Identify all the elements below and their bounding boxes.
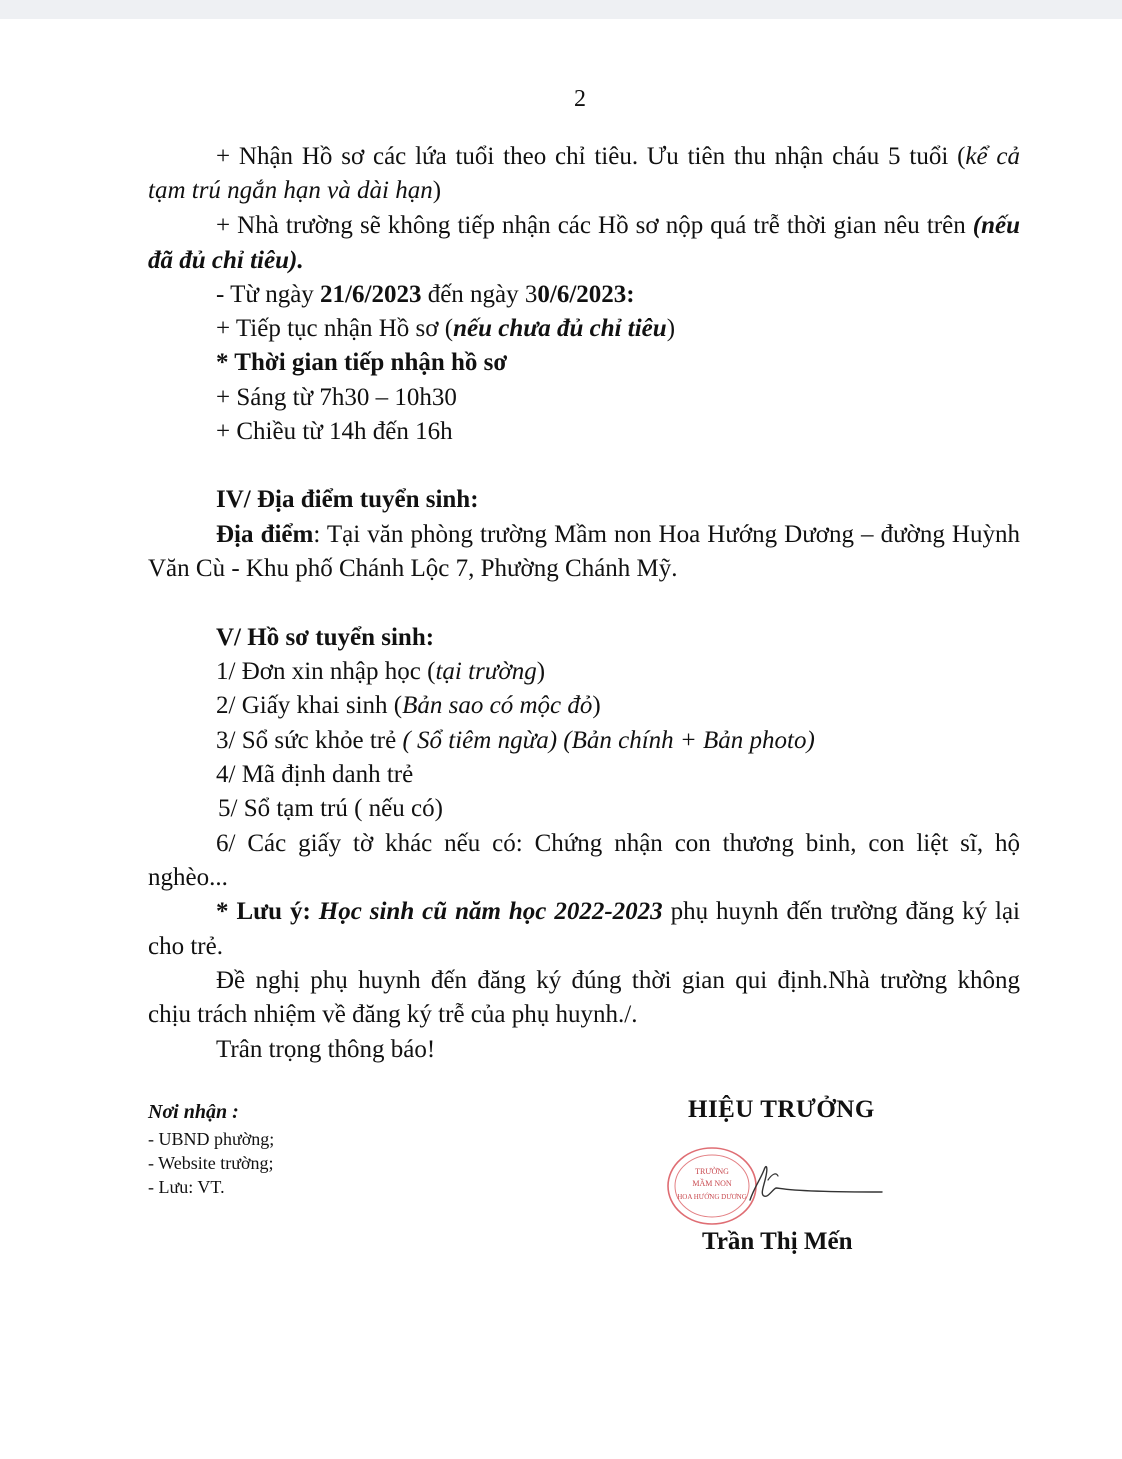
note-line-2: cho trẻ. — [148, 933, 223, 960]
morning-time: + Sáng từ 7h30 – 10h30 — [216, 384, 457, 411]
request-line-2: chịu trách nhiệm về đăng ký trễ của phụ huynh./. — [148, 1001, 638, 1028]
doc-item-3: 3/ Sổ sức khỏe trẻ ( Sổ tiêm ngừa) (Bản chính + Bản photo) — [216, 727, 815, 754]
signer-title: HIỆU TRƯỞNG — [688, 1096, 875, 1123]
recipient-item: - UBND phường; — [148, 1129, 275, 1149]
request-line-1: Đề nghị phụ huynh đến đăng ký đúng thời gian qui định.Nhà trường không — [216, 967, 1020, 994]
top-bar — [0, 0, 1122, 19]
doc-item-1: 1/ Đơn xin nhập học (tại trường) — [216, 658, 546, 685]
stamp-line-2: MẦM NON — [692, 1179, 732, 1188]
text-line-2: tạm trú ngắn hạn và dài hạn) — [148, 177, 442, 204]
stamp-line-1: TRƯỜNG — [695, 1167, 729, 1176]
handwritten-signature — [742, 1158, 892, 1208]
continue-line: + Tiếp tục nhận Hồ sơ (nếu chưa đủ chỉ tiêu) — [216, 315, 676, 342]
section4-heading: IV/ Địa điểm tuyển sinh: — [216, 486, 479, 513]
signer-name: Trần Thị Mến — [702, 1228, 853, 1255]
doc-item-6-line-2: nghèo... — [148, 864, 228, 891]
location-line-1: Địa điểm: Tại văn phòng trường Mầm non Hoa Hướng Dương – đường Huỳnh — [216, 521, 1020, 548]
doc-item-2: 2/ Giấy khai sinh (Bản sao có mộc đỏ) — [216, 692, 601, 719]
closing-line: Trân trọng thông báo! — [216, 1036, 436, 1063]
afternoon-time: + Chiều từ 14h đến 16h — [216, 418, 453, 445]
text-line-3: + Nhà trường sẽ không tiếp nhận các Hồ sơ nộp quá trễ thời gian nêu trên (nếu — [216, 212, 1020, 239]
section5-heading: V/ Hồ sơ tuyển sinh: — [216, 624, 435, 651]
date-range-line: - Từ ngày 21/6/2023 đến ngày 30/6/2023: — [216, 281, 635, 308]
recipients-title: Nơi nhận : — [148, 1101, 239, 1123]
recipient-item: - Lưu: VT. — [148, 1177, 225, 1197]
text-line-4: đã đủ chỉ tiêu). — [148, 247, 304, 274]
doc-item-6-line-1: 6/ Các giấy tờ khác nếu có: Chứng nhận con thương binh, con liệt sĩ, hộ — [216, 830, 1020, 857]
location-line-2: Văn Cù - Khu phố Chánh Lộc 7, Phường Chánh Mỹ. — [148, 555, 678, 582]
page-number: 2 — [574, 86, 586, 112]
reception-time-heading: * Thời gian tiếp nhận hồ sơ — [216, 349, 508, 376]
doc-item-5: 5/ Sổ tạm trú ( nếu có) — [218, 795, 443, 822]
doc-item-4: 4/ Mã định danh trẻ — [216, 761, 414, 788]
text-line-1: + Nhận Hồ sơ các lứa tuổi theo chỉ tiêu. Ưu tiên thu nhận cháu 5 tuổi (kể cả — [216, 143, 1021, 170]
stamp-line-3: HOA HƯỚNG DƯƠNG — [677, 1193, 747, 1201]
recipient-item: - Website trường; — [148, 1153, 274, 1173]
note-line-1: * Lưu ý: Học sinh cũ năm học 2022-2023 phụ huynh đến trường đăng ký lại — [216, 898, 1020, 925]
